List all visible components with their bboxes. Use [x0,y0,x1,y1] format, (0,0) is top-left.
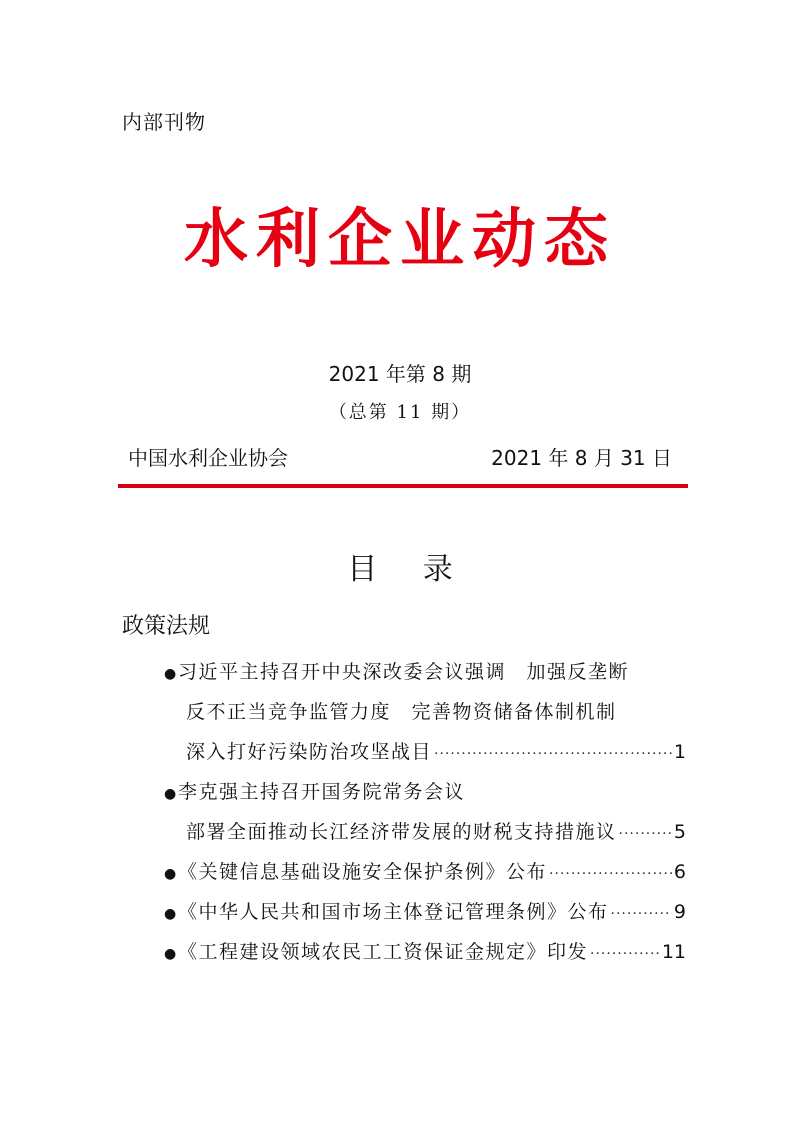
toc-entry[interactable] [164,932,686,972]
toc-entry[interactable] [164,772,686,852]
toc-entry[interactable] [164,852,686,892]
toc-page-number: 1 [673,741,686,763]
toc-entry[interactable] [164,892,686,932]
total-issue-number: （总第 11 期） [328,402,472,423]
bullet-icon: ● [164,946,177,962]
toc-page-number: 9 [673,901,686,923]
publish-date: 2021 年 8 月 31 日 [491,446,672,470]
dot-leader [549,854,672,894]
dot-leader [611,894,672,934]
toc-entry-text: 李克强主持召开国务院常务会议 [178,781,466,803]
toc-entry-text: 反不正当竞争监管力度 完善物资储备体制机制 [186,701,617,723]
internal-label: 内部刊物 [122,110,206,134]
issue-number: 2021 年第 8 期 [328,362,472,386]
toc-entry-text: 习近平主持召开中央深改委会议强调 加强反垄断 [178,661,630,683]
toc-entry[interactable] [164,652,686,772]
section-heading: 政策法规 [122,614,211,639]
bullet-icon: ● [164,906,177,922]
toc-list [164,652,686,972]
bullet-icon: ● [164,666,177,682]
toc-page-number: 6 [673,861,686,883]
toc-entry-text: 《工程建设领域农民工工资保证金规定》印发 [178,941,589,963]
toc-title: 目 录 [347,552,471,587]
bullet-icon: ● [164,866,177,882]
header-divider [118,484,688,488]
toc-entry-text: 《关键信息基础设施安全保护条例》公布 [178,861,548,883]
dot-leader [590,934,660,974]
dot-leader [619,814,672,854]
toc-page-number: 11 [661,941,686,963]
toc-page-number: 5 [673,821,686,843]
bullet-icon: ● [164,786,177,802]
publisher-name: 中国水利企业协会 [128,446,288,470]
toc-entry-text: 《中华人民共和国市场主体登记管理条例》公布 [178,901,609,923]
dot-leader [434,734,672,774]
masthead-title: 水利企业动态 [184,202,616,277]
toc-entry-text: 深入打好污染防治攻坚战目 [186,741,433,763]
toc-entry-text: 部署全面推动长江经济带发展的财税支持措施议 [186,821,617,843]
